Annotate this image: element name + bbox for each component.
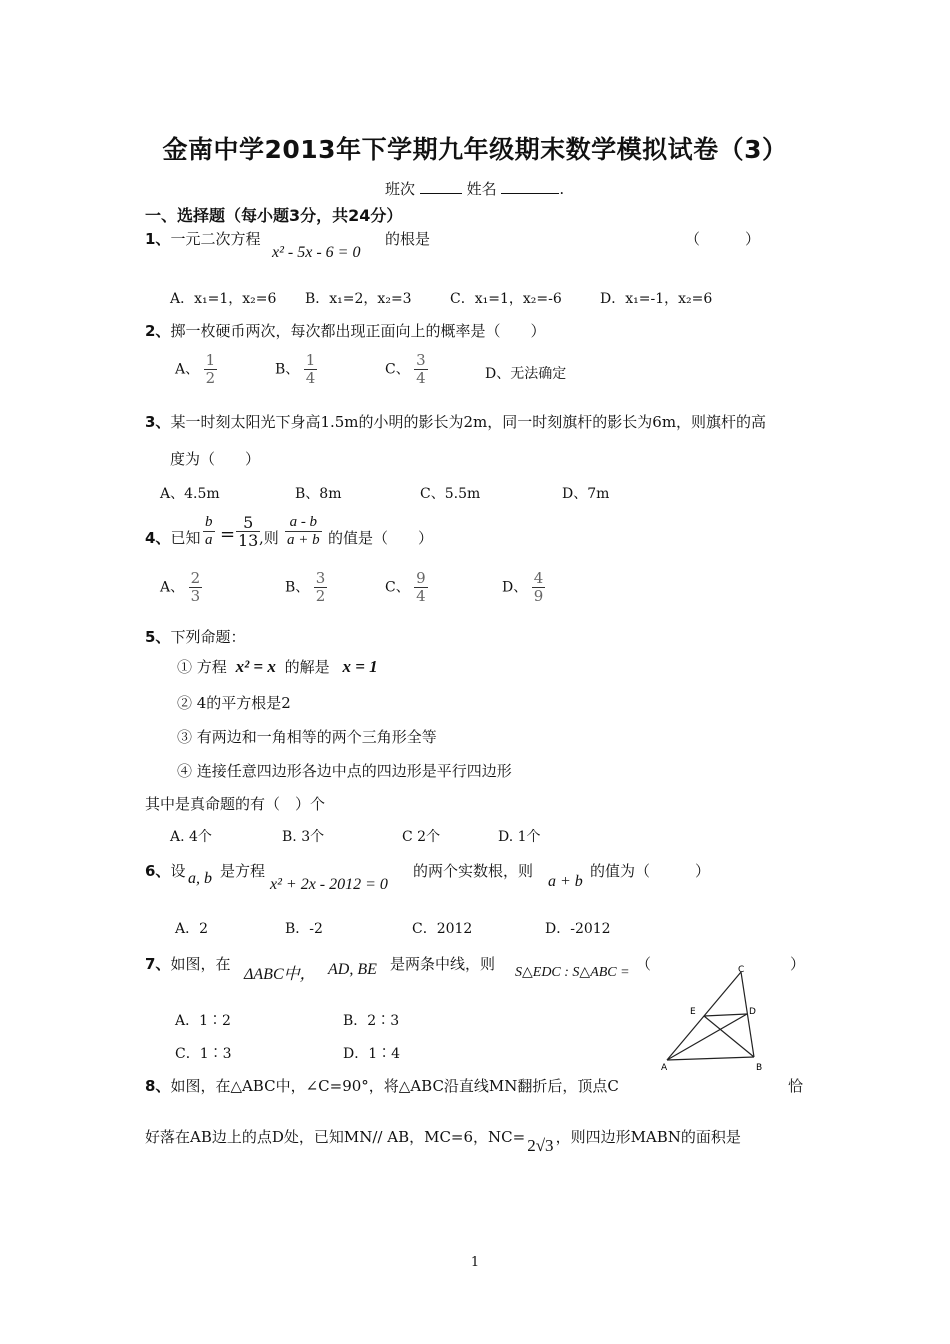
page-number: 1 [470,1255,480,1270]
exam-title: 金南中学2013年下学期九年级期末数学模拟试卷（3） [162,135,788,164]
q3-line1: 某一时刻太阳光下身高1.5m的小明的影长为2m，同一时刻旗杆的影长为6m，则旗杆的高 [170,413,767,431]
q6-expression: a + b [548,873,583,890]
q5-text: 下列命题： [170,628,246,646]
q5-option-a[interactable]: A. 4个 [170,829,212,845]
q6-text-a: 设 [170,862,186,880]
q4-fraction-1 [203,514,215,549]
q5-item-1 [177,656,378,677]
q4-b-label: B、 [285,579,310,596]
end-dot: . [559,180,565,198]
q7-paren-left: （ [636,955,652,973]
median-be [704,1016,754,1057]
q7-triangle-figure [656,962,771,1074]
q7-triangle: ΔABC中， [244,966,316,983]
q7-option-d[interactable]: D．1∶4 [343,1046,401,1062]
question-3 [145,411,766,432]
q2-c-numerator: 3 [416,351,426,369]
q4-d-label: D、 [502,579,528,596]
q4-option-a[interactable] [160,570,202,605]
q2-b-label: B、 [275,361,300,378]
q3-option-b[interactable]: B、8m [295,486,342,502]
q6-number: 6、 [145,862,171,880]
q3-option-a[interactable]: A、4.5m [160,486,220,502]
question-2 [145,320,545,341]
q3-option-c[interactable]: C、5.5m [420,486,481,502]
q5-i1-text: ① 方程 [177,658,227,676]
q8-line1: 如图，在△ABC中，∠C=90°，将△ABC沿直线MN翻折后，顶点C [170,1077,619,1095]
q6-option-b[interactable]: B．-2 [285,921,323,937]
q3-line2: 度为（ ） [170,450,261,468]
label-e: E [690,1007,696,1017]
q2-a-denominator: 2 [205,369,216,387]
q1-option-a[interactable]: A．x₁=1，x₂=6 [170,291,277,307]
q5-option-b[interactable]: B. 3个 [282,829,325,845]
q4-d-denominator: 9 [533,587,544,605]
q4-a-label: A、 [160,579,185,596]
q6-equation: x² + 2x - 2012 = 0 [270,876,388,893]
q8-line2 [145,1126,741,1155]
q3-number: 3、 [145,413,171,431]
q4-f1-numerator: b [205,514,213,530]
q6-option-c[interactable]: C．2012 [412,921,473,937]
q1-text-b: 的根是 [385,230,431,248]
label-a: A [661,1063,668,1073]
q3-option-d[interactable]: D、7m [562,486,610,502]
q4-d-numerator: 4 [533,569,544,587]
q5-number: 5、 [145,628,171,646]
q1-option-b[interactable]: B．x₁=2，x₂=3 [305,291,412,307]
q7-option-b[interactable]: B．2∶3 [343,1013,400,1029]
q4-option-b[interactable] [285,570,327,605]
q7-option-c[interactable]: C．1∶3 [175,1046,232,1062]
q5-item-3: ③ 有两边和一角相等的两个三角形全等 [177,728,437,746]
q4-number: 4、 [145,529,171,547]
q2-c-denominator: 4 [416,369,426,387]
q4-a-numerator: 2 [190,569,201,587]
label-b: B [756,1063,763,1073]
q8-line2-text-b: ，则四边形MABN的面积是 [555,1128,741,1146]
q2-option-d[interactable]: D、无法确定 [485,366,567,382]
q4-fraction-2 [236,514,260,549]
q4-f1-denominator: a [205,532,213,548]
q2-c-label: C、 [385,361,410,378]
q2-b-denominator: 4 [305,369,316,387]
q4-then: ,则 [259,529,279,547]
q4-option-c[interactable] [385,570,428,605]
class-blank[interactable] [420,179,462,194]
q7-number: 7、 [145,955,171,973]
q7-lines: AD, BE [328,961,377,978]
q4-text-a: 已知 [170,529,201,547]
q1-equation: x² - 5x - 6 = 0 [272,244,361,261]
q5-i1-solution: x = 1 [342,657,378,676]
name-blank[interactable] [501,179,559,194]
q4-text-b: 的值是（ ） [328,529,434,547]
q2-b-numerator: 1 [305,351,316,369]
q4-c-label: C、 [385,579,410,596]
q2-a-label: A、 [175,361,200,378]
q4-c-denominator: 4 [416,587,426,605]
q4-f3-denominator: a + b [287,532,320,548]
q4-f3-numerator: a - b [289,514,318,530]
section-heading: 一、选择题（每小题3分，共24分） [145,206,403,225]
q4-option-d[interactable] [502,570,545,605]
q4-f2-numerator: 5 [243,513,254,532]
q4-fraction-3 [285,514,322,549]
question-7 [145,953,230,974]
question-1 [145,228,260,249]
q4-a-denominator: 3 [190,587,201,605]
student-info [385,178,564,199]
q6-option-d[interactable]: D．-2012 [545,921,611,937]
q1-paren: （ ） [685,230,761,248]
q4-b-denominator: 2 [315,587,326,605]
q2-option-a[interactable] [175,352,217,387]
segment-ed [704,1014,747,1016]
side-ab [667,1057,754,1060]
question-6 [145,860,185,881]
q6-option-a[interactable]: A．2 [175,921,209,937]
q8-line2-text-a: 好落在AB边上的点D处，已知MN// AB，MC=6，NC= [145,1128,526,1146]
q7-paren-right: ） [790,955,806,973]
q2-number: 2、 [145,322,171,340]
q2-option-c[interactable] [385,352,428,387]
q5-option-c[interactable]: C 2个 [402,829,441,845]
name-label: 姓名 [466,180,497,198]
label-d: D [749,1007,756,1017]
question-4 [145,527,200,548]
q8-line1-end: 恰 [788,1077,804,1095]
q8-number: 8、 [145,1077,171,1095]
median-ad [667,1014,747,1060]
question-5 [145,626,245,647]
q1-option-d[interactable]: D．x₁=-1，x₂=6 [600,291,713,307]
q5-option-d[interactable]: D. 1个 [498,829,541,845]
q7-text-b: 是两条中线，则 [390,955,496,973]
q7-ratio: S△EDC : S△ABC = [515,965,630,980]
q4-b-numerator: 3 [315,569,326,587]
class-label: 班次 [385,180,416,198]
q6-text-c: 的两个实数根，则 [413,862,534,880]
q4-equals: = [220,524,236,545]
q5-i1-text-b: 的解是 [284,658,330,676]
q7-option-a[interactable]: A．1∶2 [175,1013,231,1029]
question-8 [145,1075,619,1096]
label-c: C [738,965,745,975]
q5-item-4: ④ 连接任意四边形各边中点的四边形是平行四边形 [177,762,512,780]
q5-i1-equation: x² = x [235,657,276,676]
q8-sqrt: 2√3 [527,1136,554,1155]
q6-vars: a, b [188,870,212,887]
q5-item-2: ② 4的平方根是2 [177,694,291,712]
q6-text-d: 的值为（ ） [590,862,711,880]
q1-text: 一元二次方程 [170,230,261,248]
q2-option-b[interactable] [275,352,317,387]
q6-text-b: 是方程 [220,862,266,880]
q1-number: 1、 [145,230,171,248]
q4-f2-denominator: 13 [238,531,259,550]
q4-c-numerator: 9 [416,569,426,587]
q7-text-a: 如图，在 [170,955,231,973]
q2-a-numerator: 1 [205,351,216,369]
q5-tail: 其中是真命题的有（ ）个 [145,795,326,813]
q1-option-c[interactable]: C．x₁=1，x₂=-6 [450,291,562,307]
q2-text: 掷一枚硬币两次，每次都出现正面向上的概率是（ ） [170,322,546,340]
